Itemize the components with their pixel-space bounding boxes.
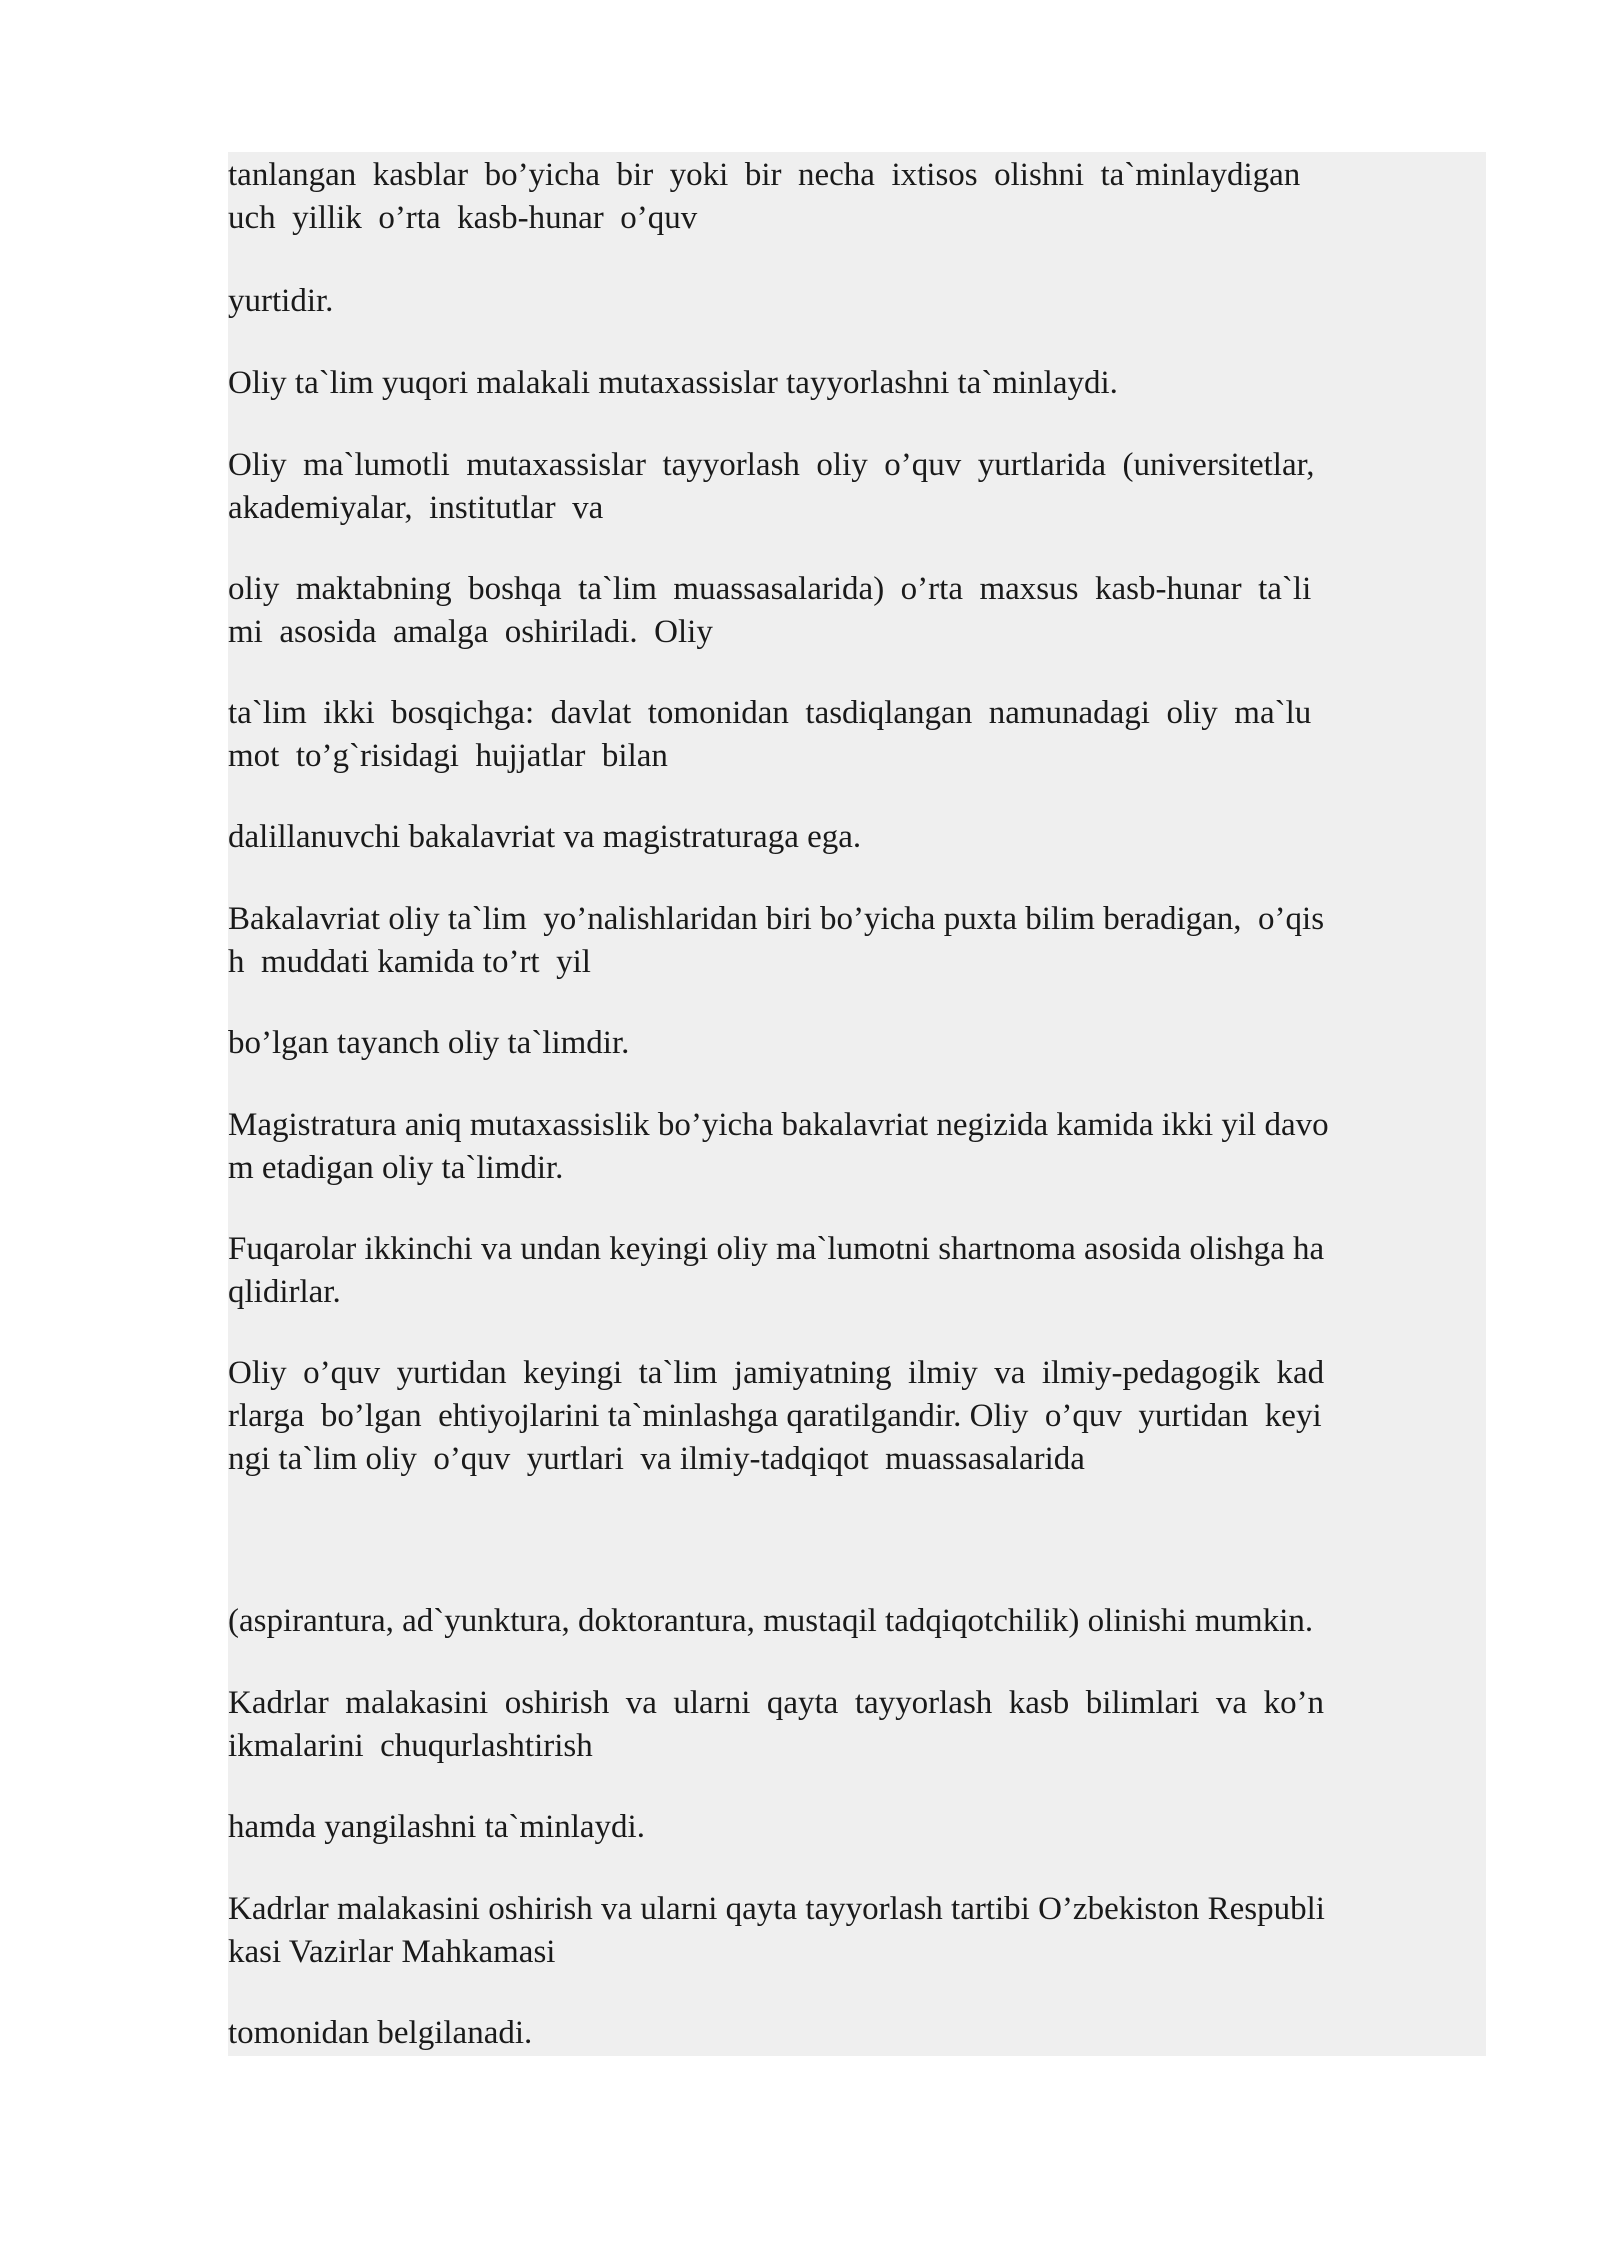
text-line: akademiyalar, institutlar va (228, 490, 604, 526)
text-line: yurtidir. (228, 283, 334, 319)
paragraph (228, 154, 1486, 240)
text-line: Oliy ma`lumotli mutaxassislar tayyorlash oliy o’quv yurtlarida (universitetlar, (228, 447, 1315, 483)
paragraph (228, 1888, 1486, 1974)
text-line: bo’lgan tayanch oliy ta`limdir. (228, 1025, 630, 1061)
text-line: Oliy o’quv yurtidan keyingi ta`lim jamiyatning ilmiy va ilmiy-pedagogik kad (228, 1355, 1325, 1391)
paragraph (228, 362, 1486, 405)
text-line: dalillanuvchi bakalavriat va magistraturaga ega. (228, 819, 862, 855)
paragraph (228, 280, 1486, 323)
text-line: Bakalavriat oliy ta`lim yo’nalishlaridan biri bo’yicha puxta bilim beradigan, o’qis (228, 901, 1325, 937)
text-line: qlidirlar. (228, 1274, 341, 1310)
text-line: Oliy ta`lim yuqori malakali mutaxassislar tayyorlashni ta`minlaydi. (228, 365, 1118, 401)
paragraph (228, 1228, 1486, 1314)
paragraph (228, 692, 1486, 778)
text-line: oliy maktabning boshqa ta`lim muassasalarida) o’rta maxsus kasb-hunar ta`li (228, 571, 1312, 607)
text-line: hamda yangilashni ta`minlaydi. (228, 1809, 645, 1845)
text-line: Kadrlar malakasini oshirish va ularni qayta tayyorlash tartibi O’zbekiston Respubli (228, 1891, 1325, 1927)
text-line: rlarga bo’lgan ehtiyojlarini ta`minlashga qaratilgandir. Oliy o’quv yurtidan keyi (228, 1398, 1322, 1434)
text-line: mot to’g`risidagi hujjatlar bilan (228, 738, 668, 774)
paragraph (228, 1022, 1486, 1065)
text-line: kasi Vazirlar Mahkamasi (228, 1934, 556, 1970)
paragraph (228, 898, 1486, 984)
text-line: ngi ta`lim oliy o’quv yurtlari va ilmiy-tadqiqot muassasalarida (228, 1441, 1085, 1477)
text-line: m etadigan oliy ta`limdir. (228, 1150, 564, 1186)
paragraph (228, 568, 1486, 654)
text-line: ikmalarini chuqurlashtirish (228, 1728, 593, 1764)
text-line: Magistratura aniq mutaxassislik bo’yicha bakalavriat negizida kamida ikki yil davo (228, 1107, 1329, 1143)
paragraph (228, 1600, 1486, 1643)
paragraph (228, 2012, 1486, 2055)
paragraph (228, 816, 1486, 859)
text-line: (aspirantura, ad`yunktura, doktorantura, mustaqil tadqiqotchilik) olinishi mumkin. (228, 1603, 1314, 1639)
text-line: tanlangan kasblar bo’yicha bir yoki bir necha ixtisos olishni ta`minlaydigan (228, 157, 1301, 193)
text-line: Fuqarolar ikkinchi va undan keyingi oliy ma`lumotni shartnoma asosida olishga ha (228, 1231, 1325, 1267)
text-line: ta`lim ikki bosqichga: davlat tomonidan tasdiqlangan namunadagi oliy ma`lu (228, 695, 1312, 731)
paragraph (228, 1682, 1486, 1768)
text-line: tomonidan belgilanadi. (228, 2015, 533, 2051)
text-line: Kadrlar malakasini oshirish va ularni qayta tayyorlash kasb bilimlari va ko’n (228, 1685, 1325, 1721)
paragraph (228, 1806, 1486, 1849)
paragraph (228, 1352, 1486, 1481)
text-line: uch yillik o’rta kasb-hunar o’quv (228, 200, 698, 236)
text-line: mi asosida amalga oshiriladi. Oliy (228, 614, 713, 650)
paragraph (228, 1104, 1486, 1190)
text-line: h muddati kamida to’rt yil (228, 944, 591, 980)
paragraph (228, 444, 1486, 530)
